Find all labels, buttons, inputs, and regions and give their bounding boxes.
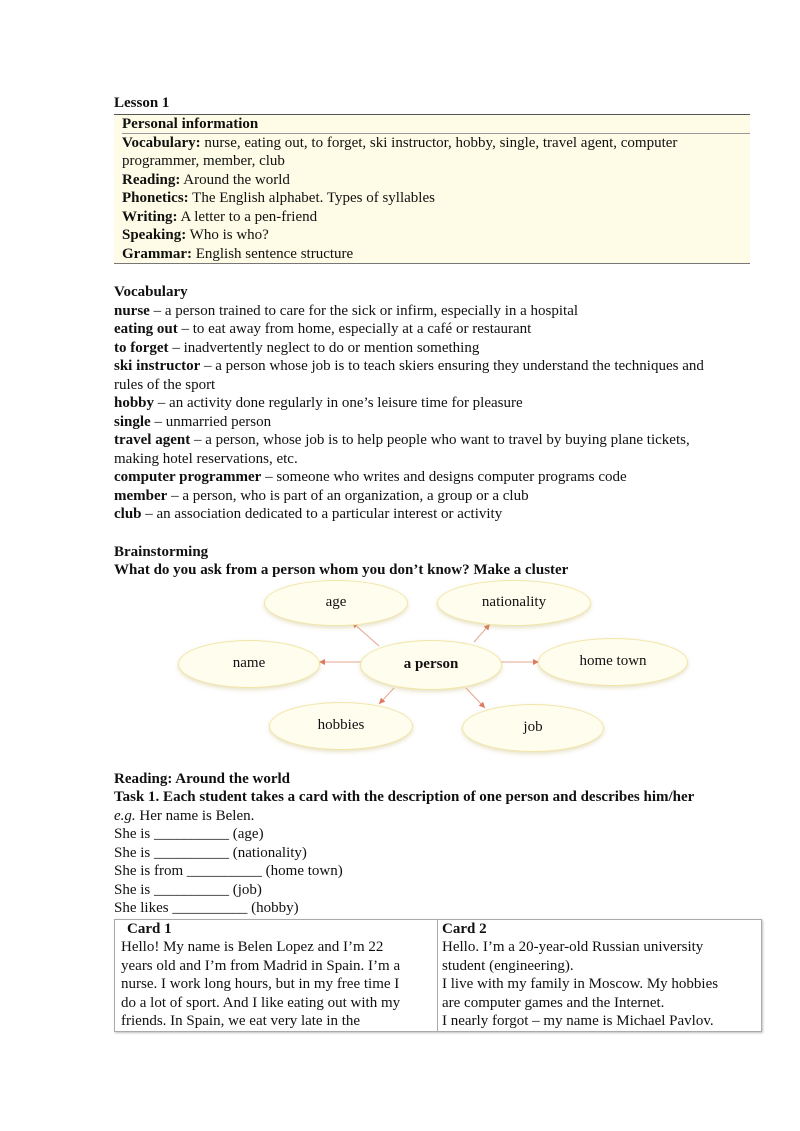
- node-label: name: [232, 655, 266, 671]
- vocab-term: member: [114, 487, 168, 504]
- info-label: Reading:: [122, 171, 181, 188]
- vocab-entry: [114, 431, 764, 450]
- reading-example: [114, 807, 764, 826]
- card-line: years old and I’m from Madrid in Spain. I’m a: [121, 957, 401, 974]
- card-line: I nearly forgot – my name is Michael Pavlov.: [442, 1013, 714, 1029]
- vocab-def: – a person whose job is to teach skiers ensuring they understand the techniques and: [200, 358, 704, 374]
- vocab-def: – unmarried person: [150, 413, 272, 430]
- brainstorming-question: What do you ask from a person whom you don’t know? Make a cluster: [114, 562, 569, 578]
- info-label: Vocabulary:: [122, 134, 201, 151]
- vocab-term: eating out: [114, 321, 178, 337]
- arrow-to-nationality: [474, 624, 490, 642]
- lesson-info-box: [114, 114, 750, 265]
- info-text: nurse, eating out, to forget, ski instructor, hobby, single, travel agent, computer: [200, 134, 678, 151]
- info-text: Who is who?: [186, 227, 269, 243]
- vocab-entry: [114, 505, 764, 524]
- info-grammar: [122, 245, 750, 264]
- card-line: friends. In Spain, we eat very late in the: [121, 1013, 361, 1029]
- info-text: Around the world: [180, 171, 290, 188]
- reading-task: Task 1. Each student takes a card with the description of one person and describes him/her: [114, 789, 695, 805]
- prompt-line: She likes __________ (hobby): [114, 900, 299, 916]
- cluster-node-name: [178, 640, 320, 688]
- vocab-term: hobby: [114, 395, 155, 411]
- vocab-def: – to eat away from home, especially at a café or restaurant: [177, 321, 532, 337]
- info-vocabulary: [122, 134, 750, 153]
- info-label: Phonetics:: [122, 190, 189, 206]
- document-page: [114, 94, 764, 1032]
- vocab-def: – a person, who is part of an organization, a group or a club: [167, 487, 529, 504]
- info-label: Writing:: [122, 208, 178, 225]
- info-writing: [122, 208, 750, 227]
- info-text: A letter to a pen-friend: [177, 208, 318, 225]
- card-title: Card 2: [442, 920, 487, 937]
- card-2: [438, 919, 762, 1031]
- vocab-term: travel agent: [114, 432, 191, 448]
- info-text: The English alphabet. Types of syllables: [188, 190, 435, 206]
- vocab-term: single: [114, 413, 151, 430]
- info-label: Speaking:: [122, 227, 187, 243]
- vocab-def-cont: rules of the sport: [114, 376, 216, 393]
- vocab-entry: [114, 413, 764, 432]
- info-text: English sentence structure: [191, 245, 354, 262]
- vocab-def: – an association dedicated to a particular interest or activity: [141, 506, 503, 522]
- vocab-term: club: [114, 506, 142, 522]
- vocab-def: – an activity done regularly in one’s leisure time for pleasure: [154, 395, 523, 411]
- cluster-node-job: [462, 704, 604, 752]
- example-text: Her name is Belen.: [135, 807, 255, 824]
- prompt-line: She is from __________ (home town): [114, 863, 343, 879]
- vocab-def: – someone who writes and designs computer programs code: [261, 469, 627, 485]
- cluster-node-age: [264, 580, 408, 626]
- card-line: Hello. I’m a 20-year-old Russian university: [442, 939, 704, 955]
- info-box-heading: Personal information: [122, 115, 750, 134]
- example-label: e.g.: [114, 807, 136, 824]
- card-line: student (engineering).: [442, 957, 574, 974]
- node-label: a person: [403, 656, 459, 672]
- node-label: age: [325, 594, 347, 610]
- vocab-entry: [114, 394, 764, 413]
- info-vocabulary-cont: programmer, member, club: [122, 153, 285, 169]
- vocab-def-cont: making hotel reservations, etc.: [114, 450, 298, 467]
- cards-table: [114, 919, 762, 1032]
- card-line: do a lot of sport. And I like eating out with my: [121, 994, 401, 1011]
- vocab-term: nurse: [114, 302, 150, 319]
- card-line: I live with my family in Moscow. My hobbies: [442, 976, 719, 992]
- vocab-entry: [114, 357, 764, 376]
- reading-heading: Reading: Around the world: [114, 770, 291, 787]
- vocab-def: – a person, whose job is to help people who want to travel by buying plane tickets,: [190, 432, 690, 448]
- vocab-entry: [114, 302, 764, 321]
- arrow-to-hobbies: [379, 688, 394, 704]
- card-1: [115, 919, 438, 1031]
- node-label: hobbies: [317, 717, 365, 733]
- prompt-line: She is __________ (age): [114, 826, 264, 842]
- info-label: Grammar:: [122, 245, 192, 262]
- card-line: nurse. I work long hours, but in my free time I: [121, 976, 400, 992]
- vocabulary-heading: Vocabulary: [114, 284, 188, 300]
- vocab-term: computer programmer: [114, 469, 262, 485]
- info-reading: [122, 171, 750, 190]
- node-label: nationality: [481, 594, 547, 610]
- cluster-node-center: [360, 640, 502, 690]
- vocab-term: ski instructor: [114, 358, 201, 374]
- node-label: job: [523, 719, 543, 735]
- lesson-title: Lesson 1: [114, 95, 170, 111]
- vocab-entry: [114, 468, 764, 487]
- info-phonetics: [122, 189, 750, 208]
- cluster-node-hobbies: [269, 702, 413, 750]
- arrow-to-job: [466, 688, 485, 708]
- cluster-diagram: [114, 580, 764, 770]
- brainstorming-heading: Brainstorming: [114, 543, 209, 560]
- prompt-line: She is __________ (job): [114, 881, 262, 898]
- cluster-node-home-town: [538, 638, 688, 686]
- vocab-def: – a person trained to care for the sick or infirm, especially in a hospital: [149, 302, 579, 319]
- vocab-term: to forget: [114, 339, 169, 356]
- node-label: home town: [579, 653, 647, 669]
- vocab-entry: [114, 320, 764, 339]
- arrow-to-age: [352, 622, 379, 646]
- prompt-line: She is __________ (nationality): [114, 844, 307, 861]
- info-speaking: [122, 226, 750, 245]
- vocab-entry: [114, 339, 764, 358]
- card-line: Hello! My name is Belen Lopez and I’m 22: [121, 939, 384, 955]
- vocab-def: – inadvertently neglect to do or mention something: [168, 339, 480, 356]
- card-line: are computer games and the Internet.: [442, 994, 665, 1011]
- cluster-node-nationality: [437, 580, 591, 626]
- card-title: Card 1: [127, 920, 172, 937]
- vocab-entry: [114, 487, 764, 506]
